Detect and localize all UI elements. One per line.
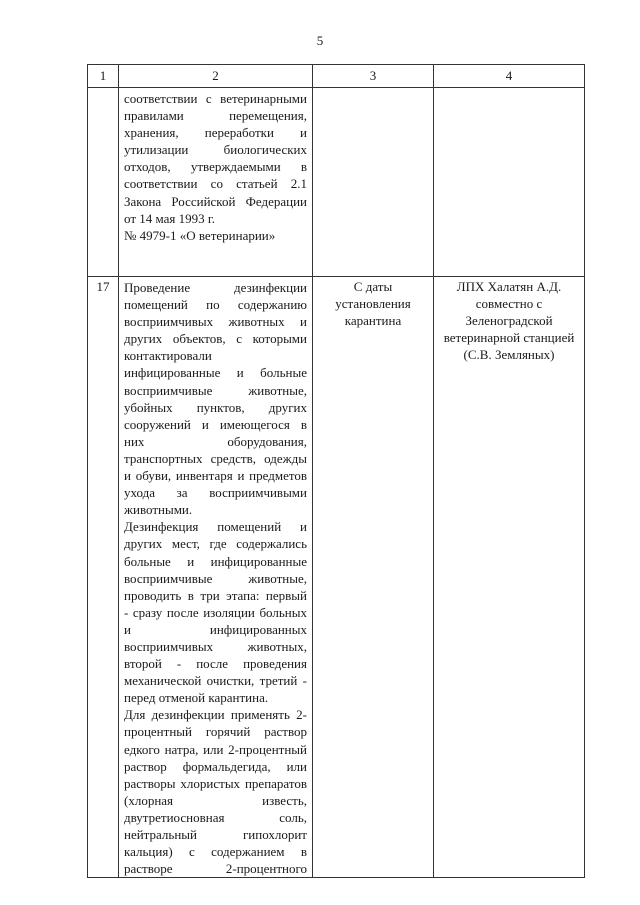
text-line: животными. bbox=[124, 502, 193, 518]
table-row-17 bbox=[88, 277, 585, 878]
measure-text bbox=[119, 279, 312, 877]
deadline-line: С даты bbox=[353, 279, 393, 294]
text-line: помещений по содержанию bbox=[124, 297, 307, 313]
text-line: правилами перемещения, bbox=[124, 108, 307, 124]
text-line: - сразу после изоляции больных bbox=[124, 604, 307, 620]
text-line: сооружений и имеющегося в bbox=[124, 416, 307, 432]
text-line: № 4979-1 «О ветеринарии» bbox=[124, 227, 276, 243]
text-line: (хлорная известь, bbox=[124, 792, 307, 808]
continuation-text bbox=[119, 90, 312, 244]
text-line: едкого натра, или 2-процентный bbox=[124, 741, 307, 757]
deadline-line: карантина bbox=[344, 313, 402, 328]
deadline-cell bbox=[313, 277, 434, 878]
text-line: механической очистки, третий - bbox=[124, 673, 307, 689]
text-line: убойных пунктов, других bbox=[124, 399, 307, 415]
text-line: восприимчивые животные, bbox=[124, 570, 307, 586]
responsible-line: ЛПХ Халатян А.Д. bbox=[456, 279, 562, 294]
text-line: Закона Российской Федерации bbox=[124, 193, 307, 209]
text-line: других мест, где содержались bbox=[124, 536, 307, 552]
measure-cell bbox=[119, 277, 313, 878]
text-line: инфицированные и больные bbox=[124, 365, 307, 381]
text-line: растворы хлористых препаратов bbox=[124, 775, 307, 791]
text-line: Проведение дезинфекции bbox=[124, 280, 307, 295]
text-line: и обуви, инвентаря и предметов bbox=[124, 468, 307, 484]
text-line: и инфицированных bbox=[124, 621, 307, 637]
text-line: них оборудования, bbox=[124, 433, 307, 449]
row-number: 17 bbox=[88, 277, 119, 878]
text-line: нейтральный гипохлорит bbox=[124, 827, 307, 842]
page-number: 5 bbox=[316, 33, 324, 48]
text-line: проводить в три этапа: первый bbox=[124, 587, 307, 603]
text-line: растворе 2-процентного bbox=[124, 861, 307, 877]
text-line: транспортных средств, одежды bbox=[124, 450, 307, 466]
text-line: Дезинфекция помещений и bbox=[124, 519, 307, 535]
header-col-4: 4 bbox=[434, 65, 585, 88]
responsible-line: Зеленоградской bbox=[465, 313, 553, 328]
responsible-line: ветеринарной станцией bbox=[443, 330, 575, 345]
text-line: восприимчивые животные, bbox=[124, 382, 307, 398]
header-col-2: 2 bbox=[119, 65, 313, 88]
header-col-1: 1 bbox=[88, 65, 119, 88]
continuation-number-cell bbox=[88, 88, 119, 277]
table-header-row bbox=[88, 65, 585, 88]
continuation-deadline-cell bbox=[313, 88, 434, 277]
text-line: утилизации биологических bbox=[124, 142, 307, 158]
responsible-cell bbox=[434, 277, 585, 878]
table-row-continuation bbox=[88, 88, 585, 277]
text-line: восприимчивых животных, bbox=[124, 638, 307, 654]
text-line: контактировали bbox=[124, 348, 212, 364]
text-line: соответствии со статьей 2.1 bbox=[124, 176, 307, 192]
text-line: отходов, утверждаемыми в bbox=[124, 159, 307, 175]
responsible-text bbox=[434, 277, 584, 363]
continuation-measure-cell bbox=[119, 88, 313, 277]
header-col-3: 3 bbox=[313, 65, 434, 88]
text-line: второй - после проведения bbox=[124, 656, 307, 672]
text-line: от 14 мая 1993 г. bbox=[124, 210, 216, 226]
text-line: кальция) с содержанием в bbox=[124, 844, 307, 860]
text-line: ухода за восприимчивыми bbox=[124, 485, 307, 501]
text-line: хранения, переработки и bbox=[124, 125, 307, 141]
text-line: процентный горячий раствор bbox=[124, 724, 307, 740]
deadline-line: установления bbox=[335, 296, 411, 311]
text-line: перед отменой карантина. bbox=[124, 690, 269, 706]
responsible-line: совместно с bbox=[475, 296, 543, 311]
text-line: двутретиосновная соль, bbox=[124, 809, 307, 825]
text-line: Для дезинфекции применять 2- bbox=[124, 707, 307, 723]
text-line: других объектов, с которыми bbox=[124, 331, 307, 347]
text-line: восприимчивых животных и bbox=[124, 314, 307, 330]
responsible-line: (С.В. Земляных) bbox=[463, 347, 555, 362]
text-line: соответствии с ветеринарными bbox=[124, 91, 307, 106]
continuation-responsible-cell bbox=[434, 88, 585, 277]
text-line: раствор формальдегида, или bbox=[124, 758, 307, 774]
measures-table bbox=[87, 64, 585, 878]
deadline-text bbox=[313, 277, 433, 329]
text-line: больные и инфицированные bbox=[124, 553, 307, 569]
